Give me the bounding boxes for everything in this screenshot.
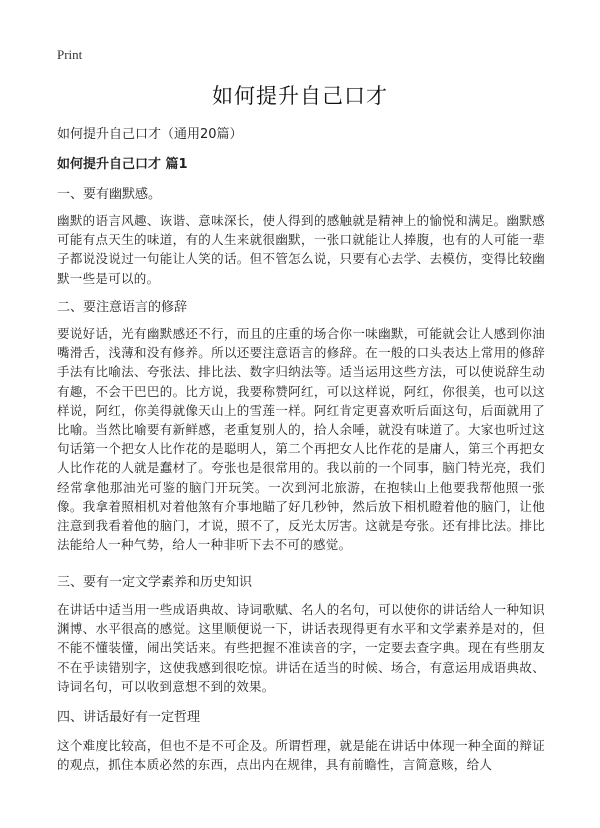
section-body-2: 要说好话，光有幽默感还不行，而且的庄重的场合你一味幽默，可能就会让人感到你油嘴滑舌，浅薄和没有修养。所以还要注意语言的修辞。在一般的口头表达上常用的修辞手法有比喻法、夸张法、排比法、数字归纳法等。适当运用这些方法，可以使说辞生动有趣，不会干巴巴的。比方说，我要称赞阿红，可以这样说，阿红，你很美，也可以这样说，阿红，你美得就像天山上的雪莲一样。阿红肯定更喜欢听后面这句，后面就用了比喻。当然比喻要有新鲜感，老重复别人的，拾人余唾，就没有味道了。大家也听过这句话第一个把女人比作花的是聪明人，第二个再把女人比作花的是庸人，第三个再把女人比作花的人就是蠢材了。夸张也是很常用的。我以前的一个同事，脑门特光亮，我们经常拿他那油光可鉴的脑门开玩笑。一次到河北旅游，在抱犊山上他要我帮他照一张像。我拿着照相机对着他煞有介事地瞄了好几秒钟，然后放下相机瞪着他的脑门，让他注意到我看着他的脑门，才说，照不了，反光太厉害。这就是夸张。还有排比法。排比法能给人一种气势，给人一种非听下去不可的感觉。 <box>57 326 545 553</box>
section-body-1: 幽默的语言风趣、诙谐、意味深长，使人得到的感触就是精神上的愉悦和满足。幽默感可能有点天生的味道，有的人生来就很幽默，一张口就能让人捧腹，也有的人可能一辈子都说没说过一句能让人笑的话。但不管怎么说，只要有心去学、去模仿，变得比较幽默一些是可以的。 <box>57 213 545 286</box>
section-heading-3: 三、要有一定文学素养和历史知识 <box>57 575 253 590</box>
section-heading-4: 四、讲话最好有一定哲理 <box>57 710 201 725</box>
print-label[interactable]: Print <box>57 47 83 62</box>
section-body-3: 在讲话中适当用一些成语典故、诗词歌赋、名人的名句，可以使你的讲话给人一种知识渊博、水平很高的感觉。这里顺便说一下，讲话表现得更有水平和文学素养是对的，但不能不懂装懂，闹出笑话来。有些把握不准读音的字，一定要去查字典。现在有些朋友不在乎读错别字，这使我感到很吃惊。讲话在适当的时候、场合，有意运用成语典故、诗词名句，可以收到意想不到的效果。 <box>57 602 545 694</box>
section-body-4: 这个难度比较高，但也不是不可企及。所谓哲理，就是能在讲话中体现一种全面的辩证的观点，抓住本质必然的东西，点出内在规律，具有前瞻性，言简意赅，给人 <box>57 738 545 773</box>
doc-subtitle: 如何提升自己口才（通用20篇） <box>57 127 243 142</box>
article-heading: 如何提升自己口才 篇1 <box>57 157 188 172</box>
section-heading-2: 二、要注意语言的修辞 <box>57 300 188 315</box>
section-heading-1: 一、要有幽默感。 <box>57 187 162 202</box>
page-title: 如何提升自己口才 <box>212 84 388 108</box>
